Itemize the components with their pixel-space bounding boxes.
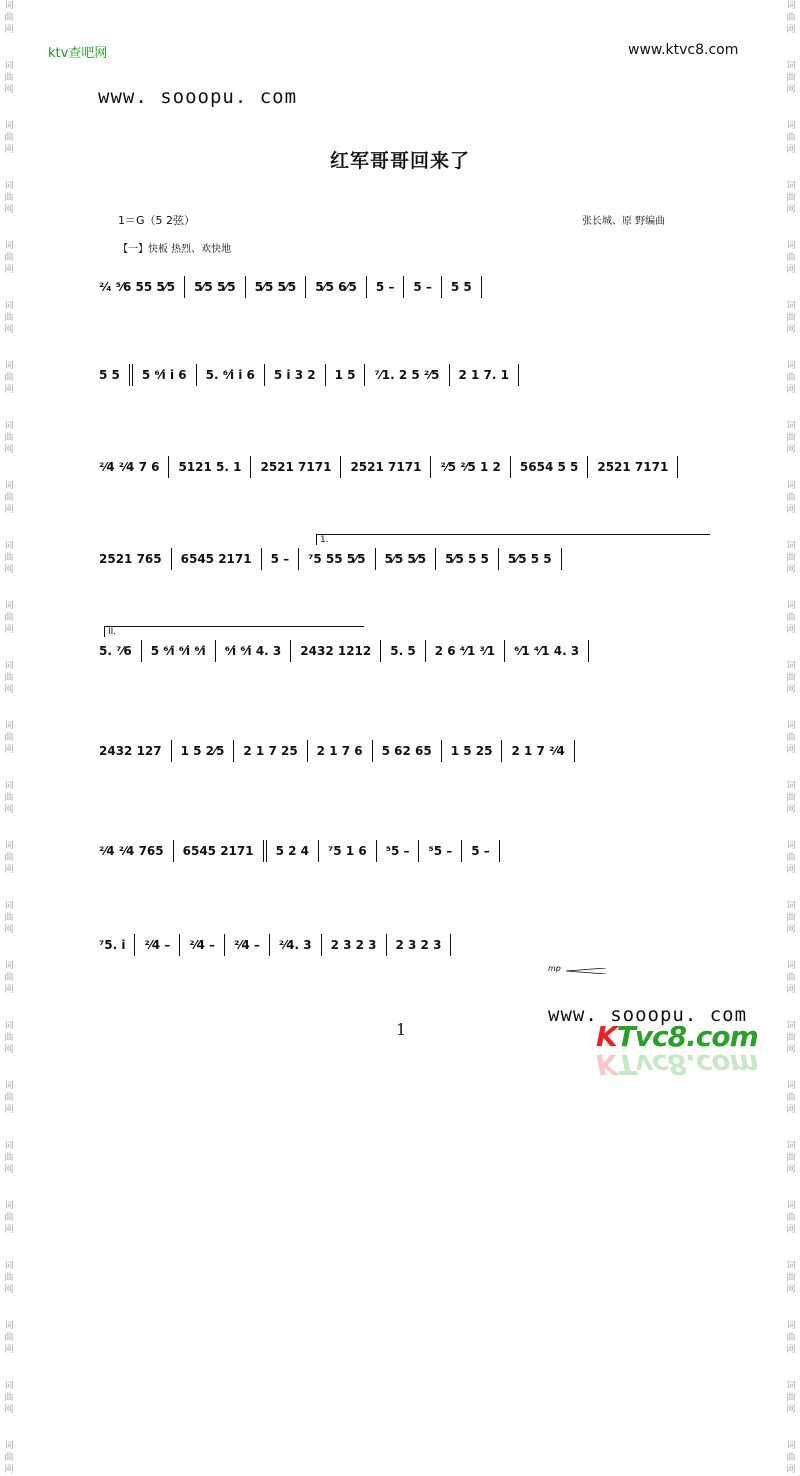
measure: ⁶⁄i ⁶⁄i 4. 3 bbox=[216, 640, 292, 662]
side-watermark-char: 曲 bbox=[4, 553, 14, 563]
score-row-notes bbox=[90, 456, 710, 480]
side-watermark-char: 网 bbox=[4, 85, 14, 95]
measure: 5 – bbox=[462, 840, 500, 862]
score-row bbox=[90, 934, 710, 974]
header-site-name[interactable]: ktv查吧网 bbox=[48, 46, 108, 61]
side-watermark-char: 曲 bbox=[786, 193, 796, 203]
side-watermark-char: 曲 bbox=[4, 913, 14, 923]
side-watermark-char: 词 bbox=[4, 1081, 14, 1091]
side-watermark-char: 曲 bbox=[786, 1153, 796, 1163]
measure: 2 1 7. 1 bbox=[450, 364, 520, 386]
side-watermark-char: 曲 bbox=[786, 913, 796, 923]
side-watermark-char: 网 bbox=[4, 205, 14, 215]
ktvc8-logo-reflection: KTvc8.com bbox=[596, 1048, 758, 1081]
side-watermark-char: 网 bbox=[786, 685, 796, 695]
measure: ⁷5. i bbox=[90, 934, 135, 956]
side-watermark-char: 网 bbox=[786, 25, 796, 35]
side-watermark-char: 词 bbox=[786, 601, 796, 611]
side-watermark-char: 词 bbox=[786, 481, 796, 491]
side-watermark-char: 曲 bbox=[4, 253, 14, 263]
side-watermark-char: 曲 bbox=[786, 1093, 796, 1103]
side-watermark-char: 曲 bbox=[4, 733, 14, 743]
side-watermark-char: 词 bbox=[786, 1021, 796, 1031]
side-watermark-char: 词 bbox=[4, 781, 14, 791]
side-watermark-char: 词 bbox=[786, 61, 796, 71]
side-watermark-char: 曲 bbox=[786, 493, 796, 503]
measure: ²⁄4. 3 bbox=[270, 934, 322, 956]
side-watermark-char: 网 bbox=[786, 385, 796, 395]
measure: ²⁄5 ²⁄5 1 2 bbox=[431, 456, 510, 478]
side-watermark-char: 词 bbox=[786, 1201, 796, 1211]
side-watermark-char: 网 bbox=[786, 1165, 796, 1175]
side-watermark-char: 网 bbox=[4, 805, 14, 815]
measure: ²⁄4 – bbox=[180, 934, 225, 956]
side-watermark-char: 词 bbox=[4, 1, 14, 11]
side-watermark-char: 曲 bbox=[786, 1273, 796, 1283]
score-row bbox=[90, 456, 710, 496]
measure: 2 1 7 ²⁄4 bbox=[502, 740, 574, 762]
side-watermark-char: 曲 bbox=[4, 493, 14, 503]
dynamic-marking: mp bbox=[548, 964, 561, 973]
side-watermark-char: 词 bbox=[786, 1141, 796, 1151]
side-watermark-char: 曲 bbox=[786, 1213, 796, 1223]
measure: 5. ⁷⁄6 bbox=[90, 640, 142, 662]
side-watermark-char: 词 bbox=[786, 421, 796, 431]
side-watermark-char: 曲 bbox=[786, 373, 796, 383]
side-watermark-char: 词 bbox=[786, 361, 796, 371]
side-watermark-char: 网 bbox=[786, 445, 796, 455]
measure: 5 2 4 bbox=[267, 840, 319, 862]
measure: 2 6 ⁴⁄1 ³⁄1 bbox=[426, 640, 505, 662]
score-row bbox=[90, 535, 710, 588]
side-watermark-char: 网 bbox=[786, 1405, 796, 1415]
measure: 2521 7171 bbox=[588, 456, 678, 478]
side-watermark-char: 词 bbox=[4, 721, 14, 731]
side-watermark-char: 曲 bbox=[786, 613, 796, 623]
volta-first-ending: 1. bbox=[316, 534, 710, 545]
side-watermark-char: 网 bbox=[4, 385, 14, 395]
side-watermark-char: 曲 bbox=[4, 673, 14, 683]
tempo-marking: 【一】快板 热烈、欢快地 bbox=[118, 244, 232, 255]
side-watermark-char: 网 bbox=[786, 925, 796, 935]
side-watermark-char: 词 bbox=[786, 1081, 796, 1091]
measure: 1 5 2⁄5 bbox=[172, 740, 235, 762]
side-watermark-char: 词 bbox=[786, 1321, 796, 1331]
side-watermark-char: 词 bbox=[786, 1, 796, 11]
measure: 5 – bbox=[262, 548, 300, 570]
side-watermark-char: 词 bbox=[786, 1261, 796, 1271]
measure: 2 1 7 25 bbox=[234, 740, 307, 762]
measure: 5 ⁶⁄i ⁶⁄i ⁶⁄i bbox=[142, 640, 216, 662]
side-watermark-char: 曲 bbox=[4, 433, 14, 443]
measure: 2521 7171 bbox=[251, 456, 341, 478]
side-watermark-char: 词 bbox=[786, 301, 796, 311]
score-row bbox=[90, 627, 710, 680]
side-watermark-char: 网 bbox=[786, 265, 796, 275]
side-watermark-char: 词 bbox=[4, 361, 14, 371]
measure: 5⁄5 5⁄5 bbox=[376, 548, 437, 570]
side-watermark-char: 曲 bbox=[4, 793, 14, 803]
page-number: 1 bbox=[396, 1020, 407, 1039]
side-watermark-char: 曲 bbox=[4, 193, 14, 203]
side-watermark-char: 网 bbox=[4, 445, 14, 455]
measure: 5⁄5 5 5 bbox=[436, 548, 499, 570]
score-row-notes bbox=[90, 640, 710, 664]
side-watermark-char: 词 bbox=[4, 601, 14, 611]
measure: 5 – bbox=[404, 276, 442, 298]
measure: 1 5 bbox=[326, 364, 366, 386]
side-watermark-char: 网 bbox=[786, 1465, 796, 1475]
score-row-notes bbox=[90, 548, 710, 572]
measure: 5 5 bbox=[442, 276, 482, 298]
side-watermark-char: 网 bbox=[786, 985, 796, 995]
measure: ²⁄4 ²⁄4 765 bbox=[90, 840, 174, 862]
side-watermark-char: 网 bbox=[786, 325, 796, 335]
side-watermark-char: 词 bbox=[786, 781, 796, 791]
side-watermark-char: 网 bbox=[4, 325, 14, 335]
side-watermark-char: 曲 bbox=[786, 853, 796, 863]
side-watermark-char: 曲 bbox=[4, 1453, 14, 1463]
side-watermark-char: 网 bbox=[4, 925, 14, 935]
side-watermark-char: 词 bbox=[786, 901, 796, 911]
side-watermark-char: 网 bbox=[4, 865, 14, 875]
measure: 5⁄5 5⁄5 bbox=[246, 276, 307, 298]
side-watermark-char: 网 bbox=[4, 565, 14, 575]
side-watermark-char: 网 bbox=[786, 805, 796, 815]
side-watermark-char: 曲 bbox=[4, 73, 14, 83]
side-watermark-char: 曲 bbox=[4, 853, 14, 863]
side-watermark-char: 词 bbox=[4, 901, 14, 911]
measure: ⁷5 55 5⁄5 bbox=[299, 548, 375, 570]
side-watermark-char: 网 bbox=[4, 685, 14, 695]
side-watermark-char: 曲 bbox=[4, 373, 14, 383]
measure: 2 3 2 3 bbox=[387, 934, 452, 956]
side-watermark-char: 词 bbox=[786, 1381, 796, 1391]
side-watermark-char: 词 bbox=[786, 541, 796, 551]
key-signature: 1＝G（5 2弦） bbox=[118, 214, 196, 227]
score-row bbox=[90, 740, 710, 780]
crescendo-hairpin bbox=[566, 968, 606, 974]
side-watermark-char: 词 bbox=[786, 121, 796, 131]
side-watermark-char: 词 bbox=[4, 241, 14, 251]
side-watermark-char: 曲 bbox=[4, 1273, 14, 1283]
side-watermark-char: 曲 bbox=[786, 313, 796, 323]
side-watermark-char: 网 bbox=[786, 145, 796, 155]
measure: 1 5 25 bbox=[442, 740, 503, 762]
measure: 2521 765 bbox=[90, 548, 172, 570]
measure: ²⁄4 – bbox=[135, 934, 180, 956]
side-watermark-char: 曲 bbox=[786, 133, 796, 143]
measure: 5. 5 bbox=[381, 640, 425, 662]
side-watermark-char: 网 bbox=[4, 1165, 14, 1175]
side-watermark-char: 网 bbox=[786, 85, 796, 95]
side-watermark-char: 网 bbox=[4, 1045, 14, 1055]
watermark-bottom: www. sooopu. com bbox=[548, 1004, 748, 1026]
side-watermark-char: 网 bbox=[4, 1345, 14, 1355]
side-watermark-char: 词 bbox=[786, 1441, 796, 1451]
score-row-notes bbox=[90, 740, 710, 764]
side-watermark-char: 曲 bbox=[4, 1093, 14, 1103]
side-watermark-char: 曲 bbox=[4, 973, 14, 983]
side-watermark-char: 曲 bbox=[4, 133, 14, 143]
measure: ²⁄₄ ⁵⁄6 55 5⁄5 bbox=[90, 276, 185, 298]
side-watermark-char: 网 bbox=[786, 1285, 796, 1295]
side-watermark-char: 曲 bbox=[786, 433, 796, 443]
side-watermark-char: 曲 bbox=[4, 13, 14, 23]
side-watermark-char: 曲 bbox=[786, 553, 796, 563]
side-watermark-char: 词 bbox=[4, 61, 14, 71]
side-watermark-char: 网 bbox=[4, 505, 14, 515]
header-site-url[interactable]: www.ktvc8.com bbox=[628, 42, 739, 58]
side-watermark-char: 网 bbox=[786, 745, 796, 755]
side-watermark-char: 词 bbox=[4, 1441, 14, 1451]
side-watermark-char: 曲 bbox=[4, 1153, 14, 1163]
side-watermark-char: 词 bbox=[4, 661, 14, 671]
side-watermark-char: 词 bbox=[4, 181, 14, 191]
side-watermark-char: 曲 bbox=[4, 613, 14, 623]
ktvc8-logo: KTvc8.com bbox=[596, 1020, 758, 1053]
side-watermark-char: 曲 bbox=[786, 13, 796, 23]
score-row-notes bbox=[90, 840, 710, 864]
measure: ²⁄4 ²⁄4 7 6 bbox=[90, 456, 169, 478]
score-row-notes bbox=[90, 934, 710, 958]
side-watermark-char: 网 bbox=[4, 1105, 14, 1115]
side-watermark-char: 词 bbox=[4, 1261, 14, 1271]
side-watermark-char: 曲 bbox=[4, 1213, 14, 1223]
measure: 5⁄5 6⁄5 bbox=[306, 276, 367, 298]
measure: 5 i 3 2 bbox=[265, 364, 326, 386]
side-watermark-char: 网 bbox=[4, 625, 14, 635]
measure: 5 62 65 bbox=[373, 740, 442, 762]
side-watermark-char: 网 bbox=[786, 505, 796, 515]
side-watermark-char: 网 bbox=[4, 1225, 14, 1235]
side-watermark-char: 词 bbox=[4, 481, 14, 491]
measure: ⁶⁄1 ⁴⁄1 4. 3 bbox=[505, 640, 589, 662]
measure: 2 1 7 6 bbox=[308, 740, 373, 762]
side-watermark-char: 网 bbox=[4, 265, 14, 275]
side-watermark-char: 曲 bbox=[4, 1333, 14, 1343]
side-watermark-char: 网 bbox=[4, 1405, 14, 1415]
side-watermark-char: 词 bbox=[4, 301, 14, 311]
side-watermark-char: 网 bbox=[786, 1105, 796, 1115]
measure: 5 ⁶⁄i i 6 bbox=[133, 364, 197, 386]
score-row bbox=[90, 276, 710, 316]
side-watermark-char: 网 bbox=[786, 1225, 796, 1235]
side-watermark-char: 曲 bbox=[786, 1333, 796, 1343]
measure: 2432 1212 bbox=[291, 640, 381, 662]
side-watermark-char: 网 bbox=[786, 625, 796, 635]
measure: ²⁄4 – bbox=[225, 934, 270, 956]
side-watermark-char: 网 bbox=[786, 205, 796, 215]
watermark-top: www. sooopu. com bbox=[98, 86, 298, 108]
measure: ⁵5 – bbox=[377, 840, 420, 862]
side-watermark-char: 曲 bbox=[786, 733, 796, 743]
side-watermark-char: 曲 bbox=[4, 313, 14, 323]
side-watermark-char: 曲 bbox=[4, 1393, 14, 1403]
side-watermark-char: 词 bbox=[786, 961, 796, 971]
side-watermark-char: 网 bbox=[4, 1285, 14, 1295]
measure: 5654 5 5 bbox=[511, 456, 588, 478]
side-watermark-char: 曲 bbox=[786, 73, 796, 83]
side-watermark-char: 网 bbox=[786, 865, 796, 875]
side-watermark-char: 词 bbox=[4, 841, 14, 851]
side-watermark-char: 曲 bbox=[4, 1033, 14, 1043]
side-watermark-char: 词 bbox=[4, 1201, 14, 1211]
measure: 2521 7171 bbox=[341, 456, 431, 478]
measure: 5121 5. 1 bbox=[169, 456, 251, 478]
side-watermark-char: 词 bbox=[4, 1141, 14, 1151]
side-watermark-char: 网 bbox=[4, 145, 14, 155]
side-watermark-char: 词 bbox=[786, 241, 796, 251]
score-row-notes bbox=[90, 364, 710, 388]
side-watermark-char: 词 bbox=[4, 121, 14, 131]
side-watermark-char: 词 bbox=[4, 1021, 14, 1031]
measure: 6545 2171 bbox=[172, 548, 262, 570]
side-watermark-char: 网 bbox=[786, 565, 796, 575]
side-watermark-char: 网 bbox=[786, 1345, 796, 1355]
side-watermark-char: 曲 bbox=[786, 673, 796, 683]
side-watermark-char: 词 bbox=[786, 721, 796, 731]
side-watermark-char: 曲 bbox=[786, 793, 796, 803]
side-watermark-char: 网 bbox=[4, 1465, 14, 1475]
side-watermark-char: 词 bbox=[4, 421, 14, 431]
measure: 5. ⁶⁄i i 6 bbox=[197, 364, 265, 386]
volta-second-ending: II. bbox=[104, 626, 364, 637]
side-watermark-char: 网 bbox=[786, 1045, 796, 1055]
side-watermark-char: 词 bbox=[4, 961, 14, 971]
side-watermark-char: 词 bbox=[786, 181, 796, 191]
side-watermark-char: 词 bbox=[4, 541, 14, 551]
measure: ⁷⁄1. 2 5 ²⁄5 bbox=[365, 364, 449, 386]
side-watermark-char: 网 bbox=[4, 25, 14, 35]
score-row-notes bbox=[90, 276, 710, 300]
measure: 5⁄5 5⁄5 bbox=[185, 276, 246, 298]
side-watermark-char: 词 bbox=[786, 841, 796, 851]
side-watermark-char: 词 bbox=[786, 661, 796, 671]
side-watermark-char: 曲 bbox=[786, 253, 796, 263]
side-watermark-char: 曲 bbox=[786, 1033, 796, 1043]
measure: 2 3 2 3 bbox=[322, 934, 387, 956]
measure: ⁵5 – bbox=[419, 840, 462, 862]
score-row bbox=[90, 840, 710, 880]
composer-credit: 张长城、原 野编曲 bbox=[582, 216, 666, 227]
side-watermark-char: 曲 bbox=[786, 1393, 796, 1403]
side-watermark-char: 网 bbox=[4, 985, 14, 995]
measure: 2432 127 bbox=[90, 740, 172, 762]
score-row bbox=[90, 364, 710, 404]
side-watermark-char: 词 bbox=[4, 1381, 14, 1391]
measure: 5⁄5 5 5 bbox=[499, 548, 562, 570]
side-watermark-char: 曲 bbox=[786, 973, 796, 983]
measure: 5 – bbox=[367, 276, 405, 298]
side-watermark-char: 网 bbox=[4, 745, 14, 755]
side-watermark-char: 曲 bbox=[786, 1453, 796, 1463]
measure: 6545 2171 bbox=[174, 840, 267, 862]
measure: ⁷5 1 6 bbox=[319, 840, 377, 862]
side-watermark-char: 词 bbox=[4, 1321, 14, 1331]
score-title: 红军哥哥回来了 bbox=[329, 150, 470, 172]
measure: 5 5 bbox=[90, 364, 133, 386]
